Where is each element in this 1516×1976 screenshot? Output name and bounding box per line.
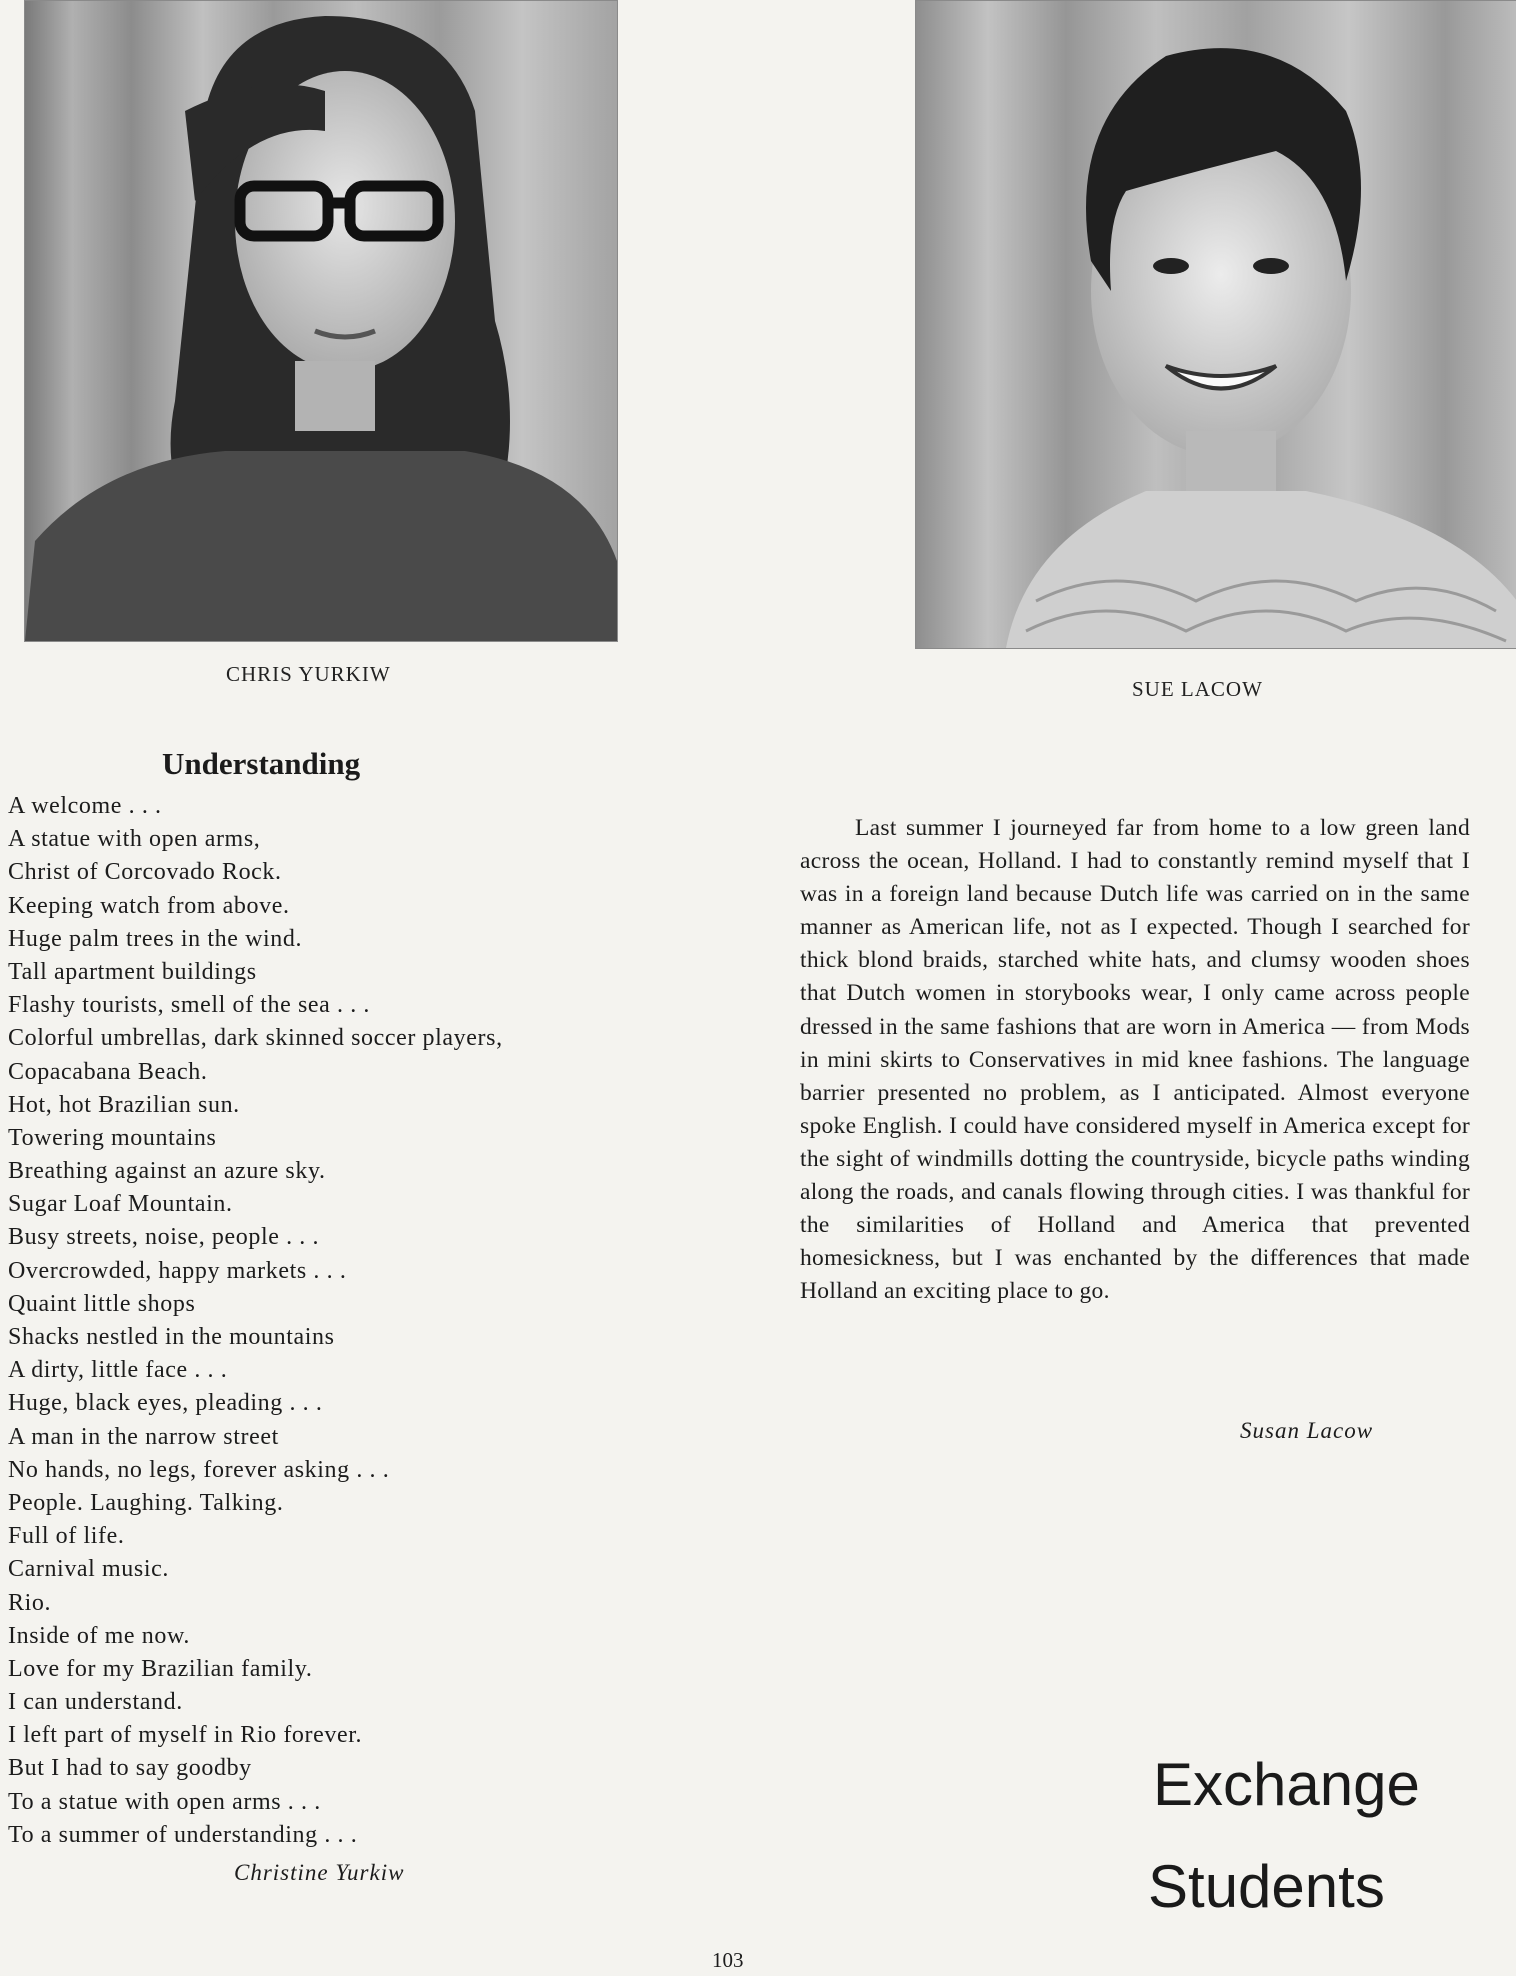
poem-line: Busy streets, noise, people . . .: [8, 1224, 320, 1251]
poem-line: I can understand.: [8, 1689, 183, 1716]
poem-line: To a statue with open arms . . .: [8, 1788, 321, 1815]
poem-line: A welcome . . .: [8, 793, 162, 819]
photo-caption-left: CHRIS YURKIW: [226, 662, 391, 686]
poem-signature: Christine Yurkiw: [234, 1860, 405, 1885]
poem-line: People. Laughing. Talking.: [8, 1489, 284, 1516]
poem-line: Inside of me now.: [8, 1622, 190, 1649]
poem-line: Overcrowded, happy markets . . .: [8, 1257, 347, 1284]
essay-signature: Susan Lacow: [1240, 1418, 1374, 1443]
poem-line: A man in the narrow street: [8, 1423, 279, 1450]
poem-line: Rio.: [8, 1589, 52, 1616]
section-title-line-2: Students: [1148, 1853, 1385, 1920]
section-title-line-1: Exchange: [1153, 1751, 1420, 1818]
portrait-image: [916, 1, 1516, 648]
poem-line: Shacks nestled in the mountains: [8, 1324, 335, 1350]
poem-line: Flashy tourists, smell of the sea . . .: [8, 992, 371, 1019]
portrait-image: [25, 1, 617, 641]
poem-line: Huge palm trees in the wind.: [8, 925, 303, 952]
poem-line: Huge, black eyes, pleading . . .: [8, 1390, 323, 1417]
poem-line: Christ of Corcovado Rock.: [8, 859, 282, 886]
portrait-chris-yurkiw: [24, 0, 618, 642]
poem-line: Colorful umbrellas, dark skinned soccer players,: [8, 1025, 503, 1052]
essay-paragraph: Last summer I journeyed far from home to a low green land across the ocean, Holland. I had to constantly remind myself that I was in a foreign land because Dutch life was carried on in the same manner as American life, not as I expected. Though I searched for thick blond braids, starched white hats, and clumsy wooden shoes that Dutch women in storybooks wear, I only came across people dressed in the same fashions that are worn in America — from Mods in mini skirts to Conservatives in mid knee fashions. The language barrier presented no problem, as I anticipated. Almost everyone spoke English. I could have considered myself in America except for the sight of windmills dotting the countryside, bicycle paths winding along the roads, and canals flowing through cities. I was thankful for the similarities of Holland and America that prevented homesickness, but I was enchanted by the differences that made Holland an exciting place to go.: [800, 815, 1470, 1305]
poem-line: Love for my Brazilian family.: [8, 1655, 313, 1682]
poem-line: Breathing against an azure sky.: [8, 1158, 326, 1185]
poem-line: Hot, hot Brazilian sun.: [8, 1091, 240, 1118]
poem-line: No hands, no legs, forever asking . . .: [8, 1456, 390, 1483]
poem-line: I left part of myself in Rio forever.: [8, 1722, 363, 1749]
poem-body: [8, 790, 628, 1852]
page-number: 103: [712, 1948, 744, 1972]
poem-line: But I had to say goodby: [8, 1755, 252, 1782]
poem-line: Sugar Loaf Mountain.: [8, 1191, 233, 1218]
poem-line: A statue with open arms,: [8, 826, 261, 853]
poem-line: Full of life.: [8, 1523, 125, 1550]
poem-title: Understanding: [162, 746, 361, 781]
poem-line: Tall apartment buildings: [8, 958, 257, 985]
poem-line: To a summer of understanding . . .: [8, 1821, 358, 1848]
poem-line: Towering mountains: [8, 1124, 217, 1151]
poem-line: Copacabana Beach.: [8, 1058, 208, 1085]
poem-line: A dirty, little face . . .: [8, 1357, 228, 1384]
poem-line: Keeping watch from above.: [8, 892, 290, 919]
portrait-sue-lacow: [915, 0, 1516, 649]
poem-line: Quaint little shops: [8, 1290, 196, 1317]
poem-line: Carnival music.: [8, 1556, 169, 1583]
photo-caption-right: SUE LACOW: [1132, 677, 1263, 701]
